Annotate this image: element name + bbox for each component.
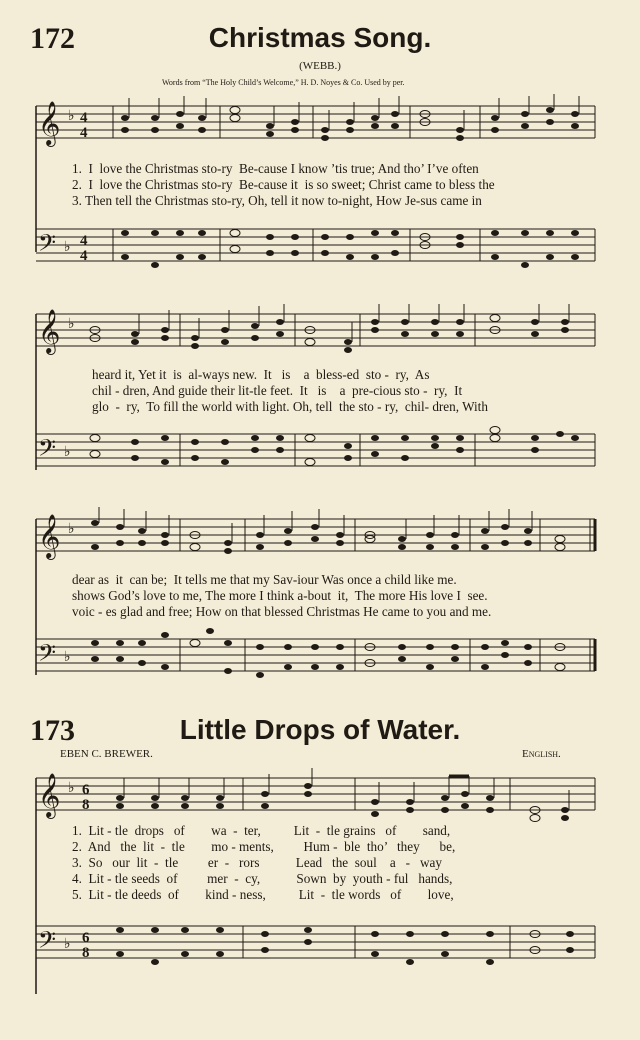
svg-text:𝄞: 𝄞 xyxy=(38,775,61,817)
hymn-number: 173 xyxy=(30,714,75,747)
svg-text:♭: ♭ xyxy=(64,937,71,952)
svg-text:♭: ♭ xyxy=(64,650,71,665)
verse-line: 3. Then tell the Christmas sto-ry, Oh, tell it now to-night, How Je-sus came in xyxy=(72,193,482,208)
verse-line: 2. And the lit - tle mo - ments, Hum - ble tho’ they be, xyxy=(72,839,456,854)
author-credit: EBEN C. BREWER. xyxy=(60,748,153,760)
credit-line: Words from “The Holy Child’s Welcome,” H. D. Noyes & Co. Used by per. xyxy=(162,78,405,87)
verse-line: heard it, Yet it is al-ways new. It is a bless-ed sto - ry, As xyxy=(92,367,430,382)
svg-text:8: 8 xyxy=(82,945,90,961)
svg-text:♭: ♭ xyxy=(68,781,75,796)
treble-staff xyxy=(30,92,600,162)
verse-line: 1. Lit - tle drops of wa - ter, Lit - tle grains of sand, xyxy=(72,823,451,838)
bass-staff xyxy=(30,625,600,695)
svg-text:♭: ♭ xyxy=(64,240,71,255)
verse-line: 5. Lit - tle deeds of kind - ness, Lit - tle words of love, xyxy=(72,887,454,902)
svg-text:4: 4 xyxy=(80,233,88,249)
verse-line: chil - dren, And guide their lit-tle feet. It is a pre-cious sto - ry, It xyxy=(92,383,463,398)
svg-text:𝄢: 𝄢 xyxy=(38,928,57,959)
svg-text:6: 6 xyxy=(82,930,90,946)
bass-staff xyxy=(30,215,600,285)
verse-line: glo - ry, To fill the world with light. Oh, tell the sto - ry, chil- dren, With xyxy=(92,399,488,414)
svg-text:𝄢: 𝄢 xyxy=(38,436,57,467)
svg-text:8: 8 xyxy=(82,797,90,813)
svg-text:𝄞: 𝄞 xyxy=(38,101,61,145)
hymn-number: 172 xyxy=(30,22,75,55)
svg-text:♭: ♭ xyxy=(64,445,71,460)
verse-line: 2. I love the Christmas sto-ry Be-cause it is so sweet; Christ came to bless the xyxy=(72,177,495,192)
svg-text:𝄢: 𝄢 xyxy=(38,231,57,262)
svg-text:𝄞: 𝄞 xyxy=(38,516,61,558)
bass-staff xyxy=(30,912,600,982)
bass-staff xyxy=(30,420,600,490)
verse-line: 4. Lit - tle seeds of mer - cy, Sown by youth - ful hands, xyxy=(72,871,453,886)
hymn-title: Little Drops of Water. xyxy=(179,714,461,745)
svg-text:𝄞: 𝄞 xyxy=(38,311,61,353)
composer-credit: English. xyxy=(522,748,561,760)
svg-text:𝄢: 𝄢 xyxy=(38,641,57,672)
svg-text:♭: ♭ xyxy=(68,522,75,537)
treble-staff xyxy=(30,505,600,575)
svg-text:6: 6 xyxy=(82,782,90,798)
svg-text:♭: ♭ xyxy=(68,109,75,124)
verse-line: voic - es glad and free; How on that blessed Christmas He came to you and me. xyxy=(72,604,492,619)
treble-staff xyxy=(30,300,600,370)
verse-line: 3. So our lit - tle er - rors Lead the soul a - way xyxy=(72,855,442,870)
verse-line: shows God’s love to me, The more I think a-bout it, The more His love I see. xyxy=(72,588,488,603)
tune-name: (WEBB.) xyxy=(299,60,341,72)
svg-text:4: 4 xyxy=(80,110,88,126)
verse-line: dear as it can be; It tells me that my Sav-iour Was once a child like me. xyxy=(72,572,457,587)
hymn-title: Christmas Song. xyxy=(208,22,432,53)
verse-line: 1. I love the Christmas sto-ry Be-cause I know ’tis true; And tho’ I’ve often xyxy=(72,161,479,176)
svg-text:4: 4 xyxy=(80,248,88,264)
svg-text:♭: ♭ xyxy=(68,317,75,332)
svg-text:4: 4 xyxy=(80,125,88,141)
